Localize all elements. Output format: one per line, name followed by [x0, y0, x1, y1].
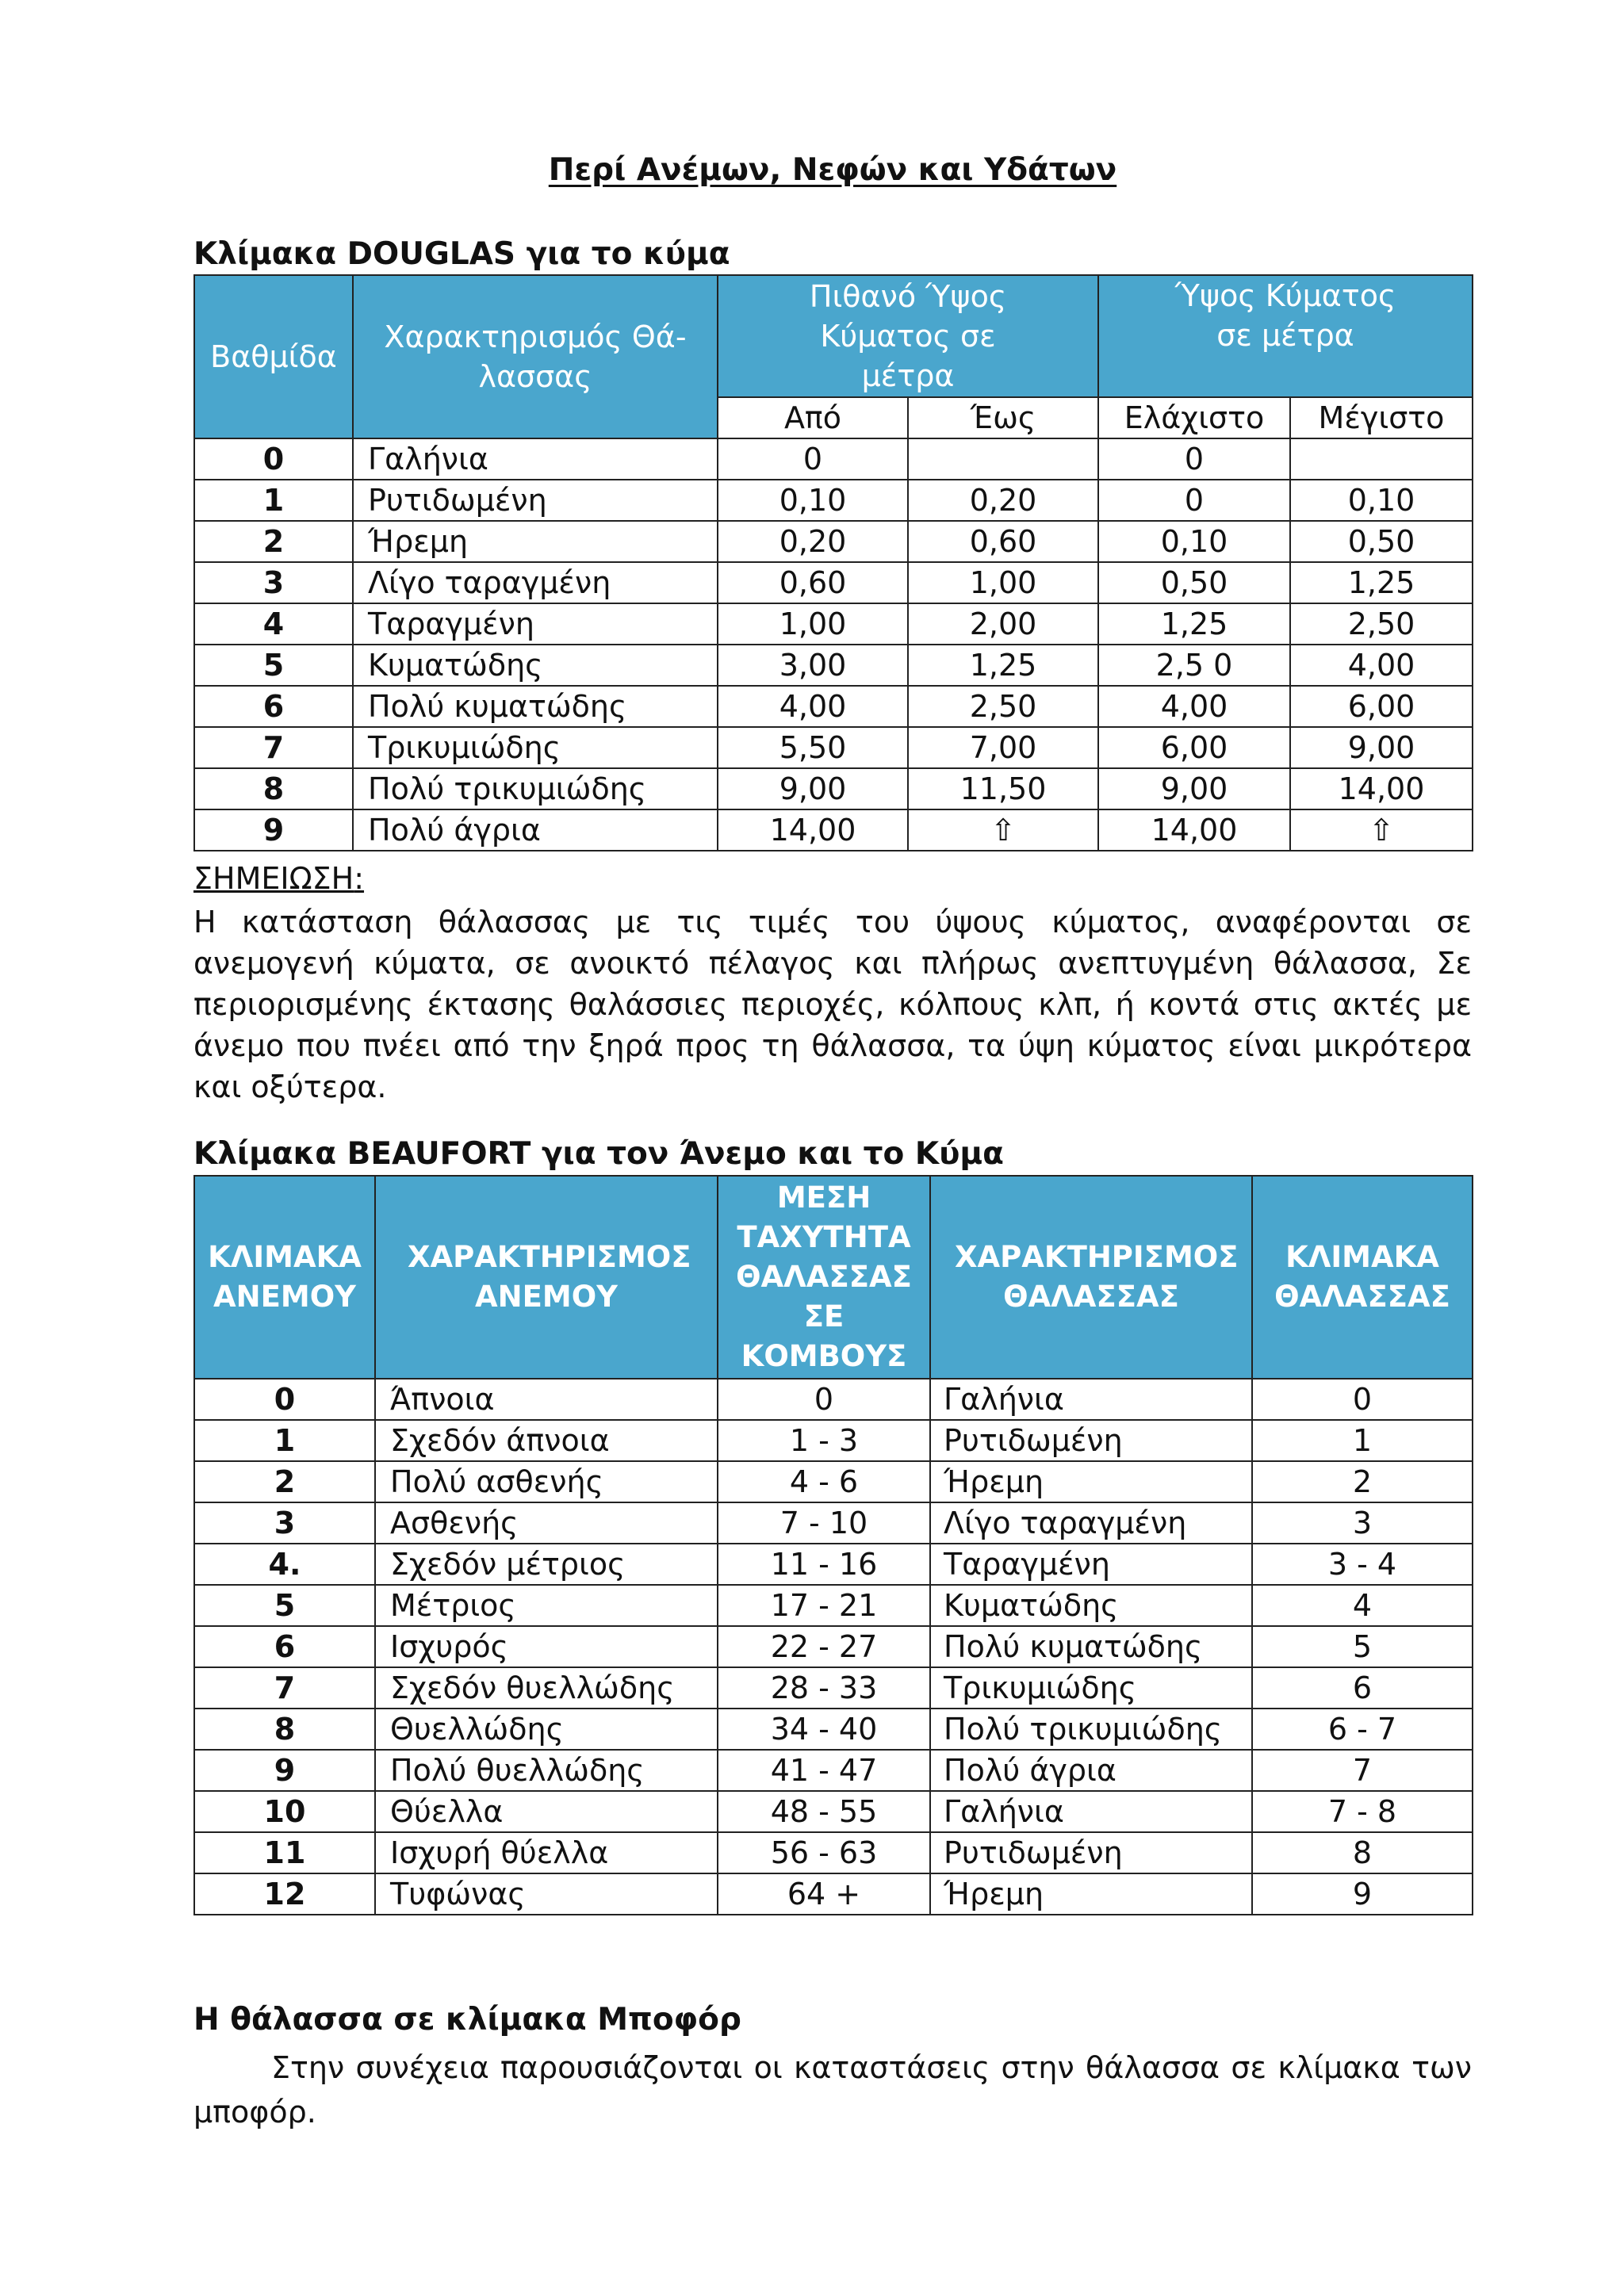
beaufort-table: [193, 1175, 1473, 1915]
douglas-heading: Κλίμακα DOUGLAS για το κύμα: [193, 236, 730, 272]
wind-description-cell: Σχεδόν άπνοια: [375, 1420, 718, 1461]
subheader-min: Ελάχιστο: [1098, 397, 1290, 438]
sea-scale-cell: 6: [1252, 1667, 1473, 1709]
sea-scale-cell: 7 - 8: [1252, 1791, 1473, 1832]
header-wind-scale: ΚΛΙΜΑΚΑ ΑΝΕΜΟΥ: [194, 1176, 375, 1379]
min-cell: 4,00: [1098, 686, 1290, 727]
subheader-to: Έως: [908, 397, 1098, 438]
up-arrow-icon: ⇧: [1290, 809, 1473, 851]
header-wind-description: ΧΑΡΑΚΤΗΡΙΣΜΟΣ ΑΝΕΜΟΥ: [375, 1176, 718, 1379]
from-cell: 5,50: [718, 727, 908, 768]
sea-scale-cell: 9: [1252, 1873, 1473, 1915]
min-cell: 0,50: [1098, 562, 1290, 603]
grade-cell: 3: [194, 562, 353, 603]
max-cell: 0,10: [1290, 480, 1473, 521]
speed-cell: 64 +: [718, 1873, 930, 1915]
speed-cell: 34 - 40: [718, 1709, 930, 1750]
sea-scale-cell: 3 - 4: [1252, 1544, 1473, 1585]
wind-description-cell: Ισχυρός: [375, 1626, 718, 1667]
speed-cell: 1 - 3: [718, 1420, 930, 1461]
header-mean-speed: ΜΕΣΗ ΤΑΧΥΤΗΤΑ ΘΑΛΑΣΣΑΣ ΣΕ ΚΟΜΒΟΥΣ: [718, 1176, 930, 1379]
sea-description-cell: Λίγο ταραγμένη: [930, 1502, 1252, 1544]
table-row: [194, 1709, 1473, 1750]
max-cell: 4,00: [1290, 645, 1473, 686]
wind-description-cell: Μέτριος: [375, 1585, 718, 1626]
sea-scale-cell: 1: [1252, 1420, 1473, 1461]
table-row: [194, 1461, 1473, 1502]
speed-cell: 41 - 47: [718, 1750, 930, 1791]
to-cell: 0,60: [908, 521, 1098, 562]
sea-description-cell: Ήρεμη: [930, 1873, 1252, 1915]
grade-cell: 8: [194, 768, 353, 809]
description-cell: Ήρεμη: [353, 521, 718, 562]
sea-description-cell: Ρυτιδωμένη: [930, 1832, 1252, 1873]
description-cell: Λίγο ταραγμένη: [353, 562, 718, 603]
table-row: [194, 1873, 1473, 1915]
wind-scale-cell: 9: [194, 1750, 375, 1791]
sea-description-cell: Πολύ κυματώδης: [930, 1626, 1252, 1667]
min-cell: 1,25: [1098, 603, 1290, 645]
max-cell: 6,00: [1290, 686, 1473, 727]
header-wave-height: Ύψος Κύματος σε μέτρα: [1098, 275, 1473, 397]
sea-scale-cell: 7: [1252, 1750, 1473, 1791]
to-cell: 0,20: [908, 480, 1098, 521]
to-cell: 1,00: [908, 562, 1098, 603]
table-row: [194, 480, 1473, 521]
speed-cell: 0: [718, 1379, 930, 1420]
grade-cell: 7: [194, 727, 353, 768]
wind-description-cell: Πολύ ασθενής: [375, 1461, 718, 1502]
sea-scale-cell: 5: [1252, 1626, 1473, 1667]
table-row: [194, 1420, 1473, 1461]
speed-cell: 28 - 33: [718, 1667, 930, 1709]
sea-description-cell: Ταραγμένη: [930, 1544, 1252, 1585]
section-paragraph: Στην συνέχεια παρουσιάζονται οι καταστάσεις στην θάλασσα σε κλίμακα των μποφόρ.: [193, 2050, 1472, 2130]
table-row: [194, 809, 1473, 851]
wind-scale-cell: 0: [194, 1379, 375, 1420]
max-cell: 14,00: [1290, 768, 1473, 809]
note-text: Η κατάσταση θάλασσας με τις τιμές του ύψους κύματος, αναφέρονται σε ανεμογενή κύματα, σε ανοικτό πέλαγος και πλήρως ανεπτυγμένη θάλασσα, Σε περιορισμένης έκτασης θαλάσσιες περιοχές, κόλπους κλπ, ή κοντά στις ακτές με άνεμο που πνέει από την ξηρά προς τη θάλασσα, τα ύψη κύματος είναι μικρότερα και οξύτερα.: [193, 905, 1472, 1104]
grade-cell: 1: [194, 480, 353, 521]
description-cell: Πολύ κυματώδης: [353, 686, 718, 727]
wind-scale-cell: 3: [194, 1502, 375, 1544]
table-row: [194, 645, 1473, 686]
min-cell: 2,5 0: [1098, 645, 1290, 686]
grade-cell: 0: [194, 438, 353, 480]
from-cell: 9,00: [718, 768, 908, 809]
section-heading: Η θάλασσα σε κλίμακα Μποφόρ: [193, 2002, 741, 2038]
table-row: [194, 727, 1473, 768]
from-cell: 0: [718, 438, 908, 480]
wind-scale-cell: 2: [194, 1461, 375, 1502]
sea-scale-cell: 0: [1252, 1379, 1473, 1420]
speed-cell: 11 - 16: [718, 1544, 930, 1585]
from-cell: 0,60: [718, 562, 908, 603]
max-cell: 9,00: [1290, 727, 1473, 768]
grade-cell: 5: [194, 645, 353, 686]
to-cell: 11,50: [908, 768, 1098, 809]
douglas-table: [193, 274, 1473, 851]
description-cell: Πολύ τρικυμιώδης: [353, 768, 718, 809]
wind-scale-cell: 10: [194, 1791, 375, 1832]
wind-description-cell: Θυελλώδης: [375, 1709, 718, 1750]
description-cell: Πολύ άγρια: [353, 809, 718, 851]
table-row: [194, 1832, 1473, 1873]
table-row: [194, 1791, 1473, 1832]
wind-description-cell: Σχεδόν θυελλώδης: [375, 1667, 718, 1709]
sea-description-cell: Ρυτιδωμένη: [930, 1420, 1252, 1461]
wind-scale-cell: 12: [194, 1873, 375, 1915]
note-label-colon: :: [354, 861, 365, 896]
from-cell: 4,00: [718, 686, 908, 727]
table-row: [194, 1585, 1473, 1626]
grade-cell: 6: [194, 686, 353, 727]
wind-description-cell: Ισχυρή θύελλα: [375, 1832, 718, 1873]
header-sea-description: Χαρακτηρισμός Θά-λασσας: [353, 275, 718, 438]
header-sea-description: ΧΑΡΑΚΤΗΡΙΣΜΟΣ ΘΑΛΑΣΣΑΣ: [930, 1176, 1252, 1379]
subheader-from: Από: [718, 397, 908, 438]
subheader-max: Μέγιστο: [1290, 397, 1473, 438]
grade-cell: 2: [194, 521, 353, 562]
wind-description-cell: Σχεδόν μέτριος: [375, 1544, 718, 1585]
sea-description-cell: Πολύ τρικυμιώδης: [930, 1709, 1252, 1750]
wind-scale-cell: 6: [194, 1626, 375, 1667]
max-cell: 0,50: [1290, 521, 1473, 562]
header-probable-height: Πιθανό Ύψος Κύματος σε μέτρα: [718, 275, 1098, 397]
header-sea-scale: ΚΛΙΜΑΚΑ ΘΑΛΑΣΣΑΣ: [1252, 1176, 1473, 1379]
wind-description-cell: Θύελλα: [375, 1791, 718, 1832]
table-row: [194, 1379, 1473, 1420]
wind-scale-cell: 7: [194, 1667, 375, 1709]
sea-description-cell: Πολύ άγρια: [930, 1750, 1252, 1791]
wind-description-cell: Άπνοια: [375, 1379, 718, 1420]
description-cell: Τρικυμιώδης: [353, 727, 718, 768]
description-cell: Κυματώδης: [353, 645, 718, 686]
wind-description-cell: Ασθενής: [375, 1502, 718, 1544]
table-row: [194, 1750, 1473, 1791]
header-grade: Βαθμίδα: [194, 275, 353, 438]
sea-scale-cell: 4: [1252, 1585, 1473, 1626]
document-title: Περί Ανέμων, Νεφών και Υδάτων: [548, 152, 1117, 188]
min-cell: 9,00: [1098, 768, 1290, 809]
wind-scale-cell: 5: [194, 1585, 375, 1626]
sea-description-cell: Ήρεμη: [930, 1461, 1252, 1502]
sea-description-cell: Γαλήνια: [930, 1379, 1252, 1420]
speed-cell: 17 - 21: [718, 1585, 930, 1626]
to-cell: 2,00: [908, 603, 1098, 645]
table-row: [194, 1667, 1473, 1709]
wind-scale-cell: 11: [194, 1832, 375, 1873]
table-row: [194, 686, 1473, 727]
from-cell: 3,00: [718, 645, 908, 686]
table-row: [194, 562, 1473, 603]
min-cell: 6,00: [1098, 727, 1290, 768]
speed-cell: 22 - 27: [718, 1626, 930, 1667]
sea-description-cell: Τρικυμιώδης: [930, 1667, 1252, 1709]
table-row: [194, 768, 1473, 809]
description-cell: Ρυτιδωμένη: [353, 480, 718, 521]
min-cell: 0,10: [1098, 521, 1290, 562]
from-cell: 0,20: [718, 521, 908, 562]
min-cell: 14,00: [1098, 809, 1290, 851]
to-cell: 2,50: [908, 686, 1098, 727]
speed-cell: 4 - 6: [718, 1461, 930, 1502]
table-row: [194, 1626, 1473, 1667]
wind-scale-cell: 8: [194, 1709, 375, 1750]
grade-cell: 9: [194, 809, 353, 851]
note-label-text: ΣΗΜΕΙΩΣΗ: [193, 861, 354, 896]
table-row: [194, 438, 1473, 480]
table-row: [194, 1502, 1473, 1544]
max-cell: 1,25: [1290, 562, 1473, 603]
table-row: [194, 521, 1473, 562]
description-cell: Ταραγμένη: [353, 603, 718, 645]
table-row: [194, 603, 1473, 645]
wind-scale-cell: 1: [194, 1420, 375, 1461]
max-cell: 2,50: [1290, 603, 1473, 645]
speed-cell: 7 - 10: [718, 1502, 930, 1544]
sea-scale-cell: 3: [1252, 1502, 1473, 1544]
table-row: [194, 1544, 1473, 1585]
grade-cell: 4: [194, 603, 353, 645]
to-cell: [908, 438, 1098, 480]
description-cell: Γαλήνια: [353, 438, 718, 480]
wind-description-cell: Τυφώνας: [375, 1873, 718, 1915]
to-cell: 7,00: [908, 727, 1098, 768]
up-arrow-icon: ⇧: [908, 809, 1098, 851]
sea-description-cell: Κυματώδης: [930, 1585, 1252, 1626]
min-cell: 0: [1098, 438, 1290, 480]
from-cell: 14,00: [718, 809, 908, 851]
sea-scale-cell: 6 - 7: [1252, 1709, 1473, 1750]
from-cell: 0,10: [718, 480, 908, 521]
wind-description-cell: Πολύ θυελλώδης: [375, 1750, 718, 1791]
speed-cell: 48 - 55: [718, 1791, 930, 1832]
min-cell: 0: [1098, 480, 1290, 521]
sea-description-cell: Γαλήνια: [930, 1791, 1252, 1832]
speed-cell: 56 - 63: [718, 1832, 930, 1873]
sea-scale-cell: 2: [1252, 1461, 1473, 1502]
from-cell: 1,00: [718, 603, 908, 645]
to-cell: 1,25: [908, 645, 1098, 686]
beaufort-heading: Κλίμακα BEAUFORT για τον Άνεμο και το Κύμα: [193, 1136, 1004, 1172]
wind-scale-cell: 4.: [194, 1544, 375, 1585]
max-cell: [1290, 438, 1473, 480]
sea-scale-cell: 8: [1252, 1832, 1473, 1873]
note-label: [193, 861, 364, 896]
